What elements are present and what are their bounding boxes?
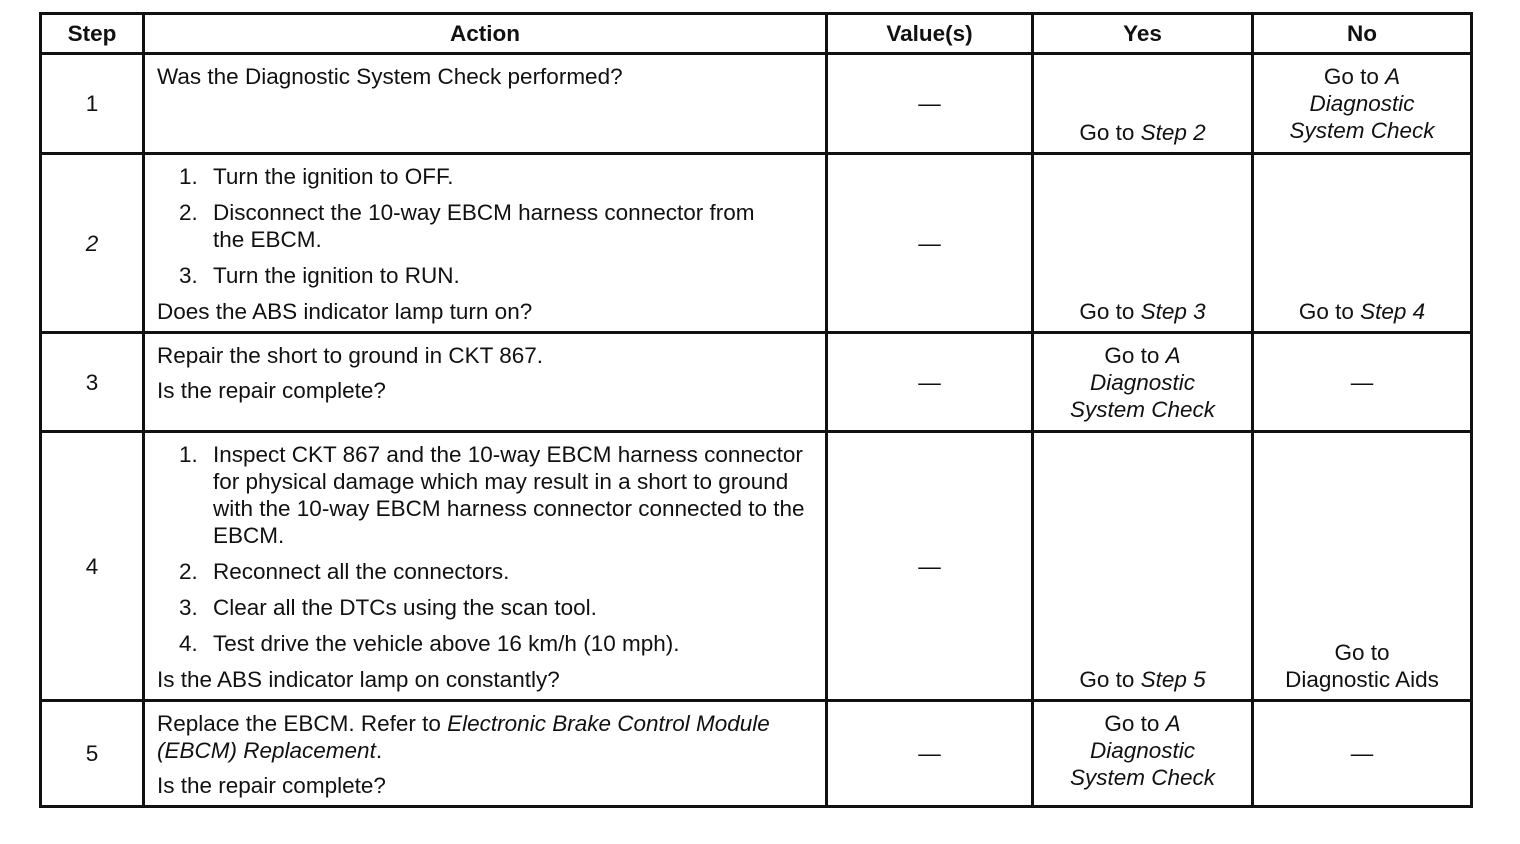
no-cell: — (1253, 333, 1472, 432)
header-step: Step (41, 14, 144, 54)
no-prefix: Go to (1323, 64, 1379, 89)
yes-link-diagnostic[interactable]: Diagnostic (1089, 370, 1196, 395)
no-link-step-4[interactable]: Step 4 (1360, 299, 1426, 324)
yes-link-system-check[interactable]: System Check (1069, 397, 1216, 422)
yes-link-step-2[interactable]: Step 2 (1140, 120, 1206, 145)
step-number: 4 (41, 432, 144, 701)
yes-link-diagnostic[interactable]: Diagnostic (1089, 738, 1196, 763)
action-list-item: 2. Reconnect all the connectors. (179, 559, 510, 584)
header-row (41, 14, 1472, 54)
step-number: 3 (41, 333, 144, 432)
action-question: Is the repair complete? (157, 773, 386, 798)
table-row-step-1 (41, 54, 1472, 154)
yes-link-step-5[interactable]: Step 5 (1140, 667, 1206, 692)
no-cell: — (1253, 701, 1472, 807)
header-values: Value(s) (827, 14, 1033, 54)
diagnostic-table (39, 12, 1473, 808)
no-prefix: Go to (1298, 299, 1354, 324)
action-list-item: 3. Clear all the DTCs using the scan tool. (179, 595, 597, 620)
no-link-a[interactable]: A (1385, 64, 1401, 89)
yes-prefix: Go to (1079, 120, 1135, 145)
action-question: Is the repair complete? (157, 378, 386, 403)
action-list-item: 1. Turn the ignition to OFF. (179, 164, 454, 189)
yes-cell (1033, 333, 1253, 432)
yes-link-a[interactable]: A (1165, 711, 1181, 736)
action-question: Was the Diagnostic System Check performed? (157, 64, 623, 89)
action-cell (144, 154, 827, 333)
action-instruction: Replace the EBCM. Refer to Electronic Brake Control Module (EBCM) Replacement. (157, 711, 770, 763)
step-number: 1 (41, 54, 144, 154)
value-cell: — (827, 154, 1033, 333)
value-cell: — (827, 432, 1033, 701)
no-prefix: Go to (1334, 640, 1390, 665)
step-number: 5 (41, 701, 144, 807)
yes-cell (1033, 432, 1253, 701)
header-action: Action (144, 14, 827, 54)
action-question: Does the ABS indicator lamp turn on? (157, 299, 533, 324)
action-question: Is the ABS indicator lamp on constantly? (157, 667, 560, 692)
action-link-ebcm-replacement[interactable]: Electronic Brake Control Module (EBCM) Replacement (157, 711, 770, 763)
no-cell (1253, 432, 1472, 701)
yes-cell (1033, 54, 1253, 154)
table-row-step-5 (41, 701, 1472, 807)
action-cell (144, 701, 827, 807)
yes-link-a[interactable]: A (1165, 343, 1181, 368)
diagnostic-table-sheet (39, 12, 1470, 808)
action-instruction: Repair the short to ground in CKT 867. (157, 343, 544, 368)
action-cell (144, 432, 827, 701)
no-cell (1253, 154, 1472, 333)
no-link-system-check[interactable]: System Check (1289, 118, 1435, 143)
header-yes: Yes (1033, 14, 1253, 54)
table-row-step-2 (41, 154, 1472, 333)
table-row-step-4 (41, 432, 1472, 701)
value-cell: — (827, 701, 1033, 807)
action-list-item: 4. Test drive the vehicle above 16 km/h (10 mph). (179, 631, 680, 656)
yes-prefix: Go to (1104, 711, 1160, 736)
yes-link-step-3[interactable]: Step 3 (1140, 299, 1206, 324)
action-list-item: 2. Disconnect the 10-way EBCM harness connector from the EBCM. (179, 200, 755, 252)
value-cell: — (827, 54, 1033, 154)
header-no: No (1253, 14, 1472, 54)
no-link-diagnostic-aids[interactable]: Diagnostic Aids (1285, 667, 1439, 692)
table-row-step-3 (41, 333, 1472, 432)
action-cell (144, 54, 827, 154)
yes-link-system-check[interactable]: System Check (1069, 765, 1216, 790)
value-cell: — (827, 333, 1033, 432)
no-link-diagnostic[interactable]: Diagnostic (1309, 91, 1415, 116)
yes-prefix: Go to (1104, 343, 1160, 368)
yes-cell (1033, 154, 1253, 333)
yes-prefix: Go to (1079, 299, 1135, 324)
step-number: 2 (41, 154, 144, 333)
yes-cell (1033, 701, 1253, 807)
yes-prefix: Go to (1079, 667, 1135, 692)
no-cell (1253, 54, 1472, 154)
action-cell (144, 333, 827, 432)
action-list-item: 3. Turn the ignition to RUN. (179, 263, 460, 288)
action-list-item: 1. Inspect CKT 867 and the 10-way EBCM harness connector for physical damage which may result in a short to ground with the 10-way EBCM harness connector connected to the EBCM. (179, 442, 805, 548)
